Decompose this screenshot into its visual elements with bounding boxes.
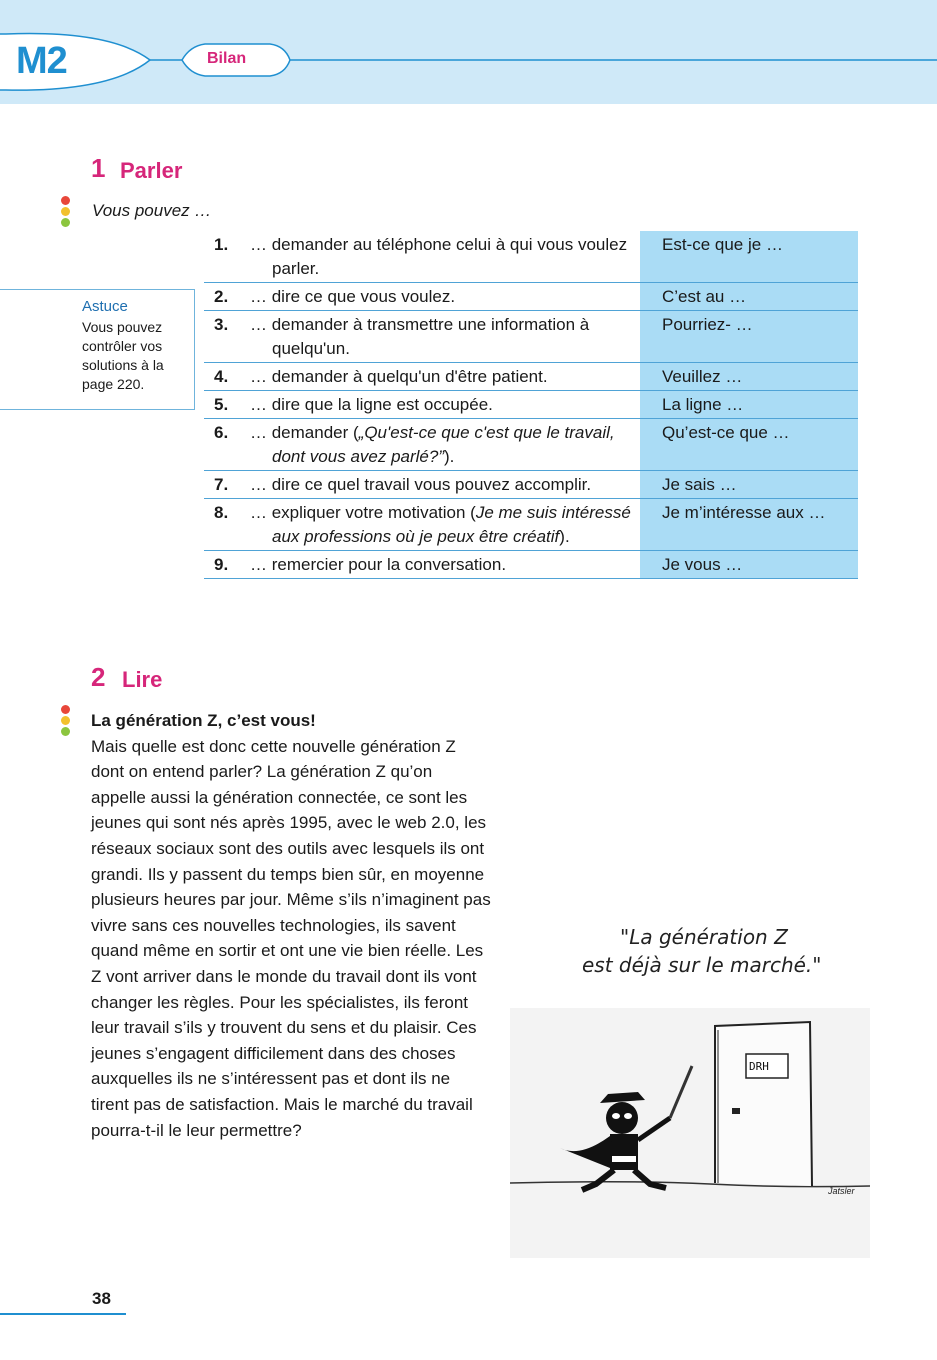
row-task-text: … expliquer votre motivation ( bbox=[250, 503, 476, 522]
page-number: 38 bbox=[92, 1289, 111, 1308]
row-number: 9. bbox=[204, 551, 250, 579]
row-task: … remercier pour la conversation. bbox=[250, 555, 507, 574]
row-prompt: Est-ce que je … bbox=[640, 231, 858, 283]
row-prompt: Je vous … bbox=[640, 551, 858, 579]
reading-body: Mais quelle est donc cette nouvelle génération Z dont on entend parler? La génération Z qu’on appelle aussi la génération connectée, ce sont les jeunes qui sont nés après 1995, avec le web 2.0, les réseaux sociaux sont des outils avec lesquels ils ont grandi. Ils y passent du temps bien sûr, en moyenne plusieurs heures par jour. Même s’ils n’imaginent pas vivre sans ces nouvelles technologies, ils savent quand même en sortir et ont une vie bien réelle. Les Z vont arriver dans le monde du travail dont ils vont changer les règles. Pour les spécialistes, ils feront leur travail s’ils y trouvent du sens et du plaisir. Ces jeunes s’engagent difficilement dans des choses auxquelles ils ne s’intéressent pas et dont ils ne tirent pas de satisfaction. Mais le marché du travail pourra-t-il le leur permettre? bbox=[91, 736, 491, 1140]
table-row bbox=[204, 283, 858, 311]
table-row bbox=[204, 363, 858, 391]
astuce-text: Vous pouvez contrôler vos solutions à la page 220. bbox=[82, 319, 164, 392]
row-task: … dire ce que vous voulez. bbox=[250, 287, 456, 306]
row-number: 4. bbox=[204, 363, 250, 391]
traffic-light-icon bbox=[61, 705, 71, 738]
cartoon-illustration bbox=[510, 1008, 870, 1258]
table-row bbox=[204, 551, 858, 579]
row-prompt: Je m’intéresse aux … bbox=[640, 499, 858, 551]
cartoon-caption-line1: "La génération Z bbox=[620, 925, 788, 949]
tasks-table bbox=[204, 231, 858, 579]
row-task-end: ). bbox=[444, 447, 455, 466]
row-number: 1. bbox=[204, 231, 250, 283]
row-task-end: ). bbox=[559, 527, 570, 546]
table-row bbox=[204, 419, 858, 471]
row-prompt: Je sais … bbox=[640, 471, 858, 499]
row-task: … dire que la ligne est occupée. bbox=[250, 395, 493, 414]
row-prompt: Pourriez- … bbox=[640, 311, 858, 363]
module-code: M2 bbox=[16, 40, 67, 82]
row-number: 3. bbox=[204, 311, 250, 363]
row-prompt: Qu’est-ce que … bbox=[640, 419, 858, 471]
row-prompt: C’est au … bbox=[640, 283, 858, 311]
row-task-text: … demander ( bbox=[250, 423, 359, 442]
table-row bbox=[204, 471, 858, 499]
table-row bbox=[204, 391, 858, 419]
page-number-underline bbox=[0, 1313, 126, 1315]
table-row bbox=[204, 231, 858, 283]
table-row bbox=[204, 311, 858, 363]
row-number: 6. bbox=[204, 419, 250, 471]
section-1-number: 1 bbox=[91, 153, 106, 183]
row-task: … demander au téléphone celui à qui vous voulez parler. bbox=[250, 235, 628, 278]
row-number: 2. bbox=[204, 283, 250, 311]
astuce-title: Astuce bbox=[82, 298, 128, 315]
reading-title: La génération Z, c’est vous! bbox=[91, 711, 316, 730]
row-number: 7. bbox=[204, 471, 250, 499]
header-band bbox=[0, 0, 937, 104]
row-task bbox=[250, 501, 640, 549]
cartoon-drawing bbox=[510, 1008, 870, 1258]
section-2-number: 2 bbox=[91, 662, 106, 692]
row-task-example: „Qu'est-ce que c'est que le travail, dont vous avez parlé?” bbox=[272, 423, 615, 466]
row-prompt: La ligne … bbox=[640, 391, 858, 419]
section-1-title: Parler bbox=[120, 158, 183, 183]
cartoon-signature: Jatsler bbox=[828, 1186, 855, 1196]
row-number: 8. bbox=[204, 499, 250, 551]
door-sign-text: DRH bbox=[749, 1060, 769, 1073]
row-task bbox=[250, 421, 640, 469]
header-title: Bilan bbox=[207, 50, 247, 67]
row-task: … demander à quelqu'un d'être patient. bbox=[250, 367, 548, 386]
row-number: 5. bbox=[204, 391, 250, 419]
row-task-example: Je me suis intéressé aux professions où je peux être créatif bbox=[272, 503, 631, 546]
row-prompt: Veuillez … bbox=[640, 363, 858, 391]
section-1-intro: Vous pouvez … bbox=[92, 201, 212, 220]
traffic-light-icon bbox=[61, 196, 71, 229]
reading-text bbox=[91, 708, 491, 1143]
header-decoration bbox=[0, 0, 937, 104]
row-task: … demander à transmettre une information à quelqu'un. bbox=[250, 315, 590, 358]
section-2-title: Lire bbox=[122, 667, 163, 692]
table-row bbox=[204, 499, 858, 551]
row-task: … dire ce quel travail vous pouvez accomplir. bbox=[250, 475, 592, 494]
cartoon-caption-line2: est déjà sur le marché." bbox=[582, 953, 822, 977]
